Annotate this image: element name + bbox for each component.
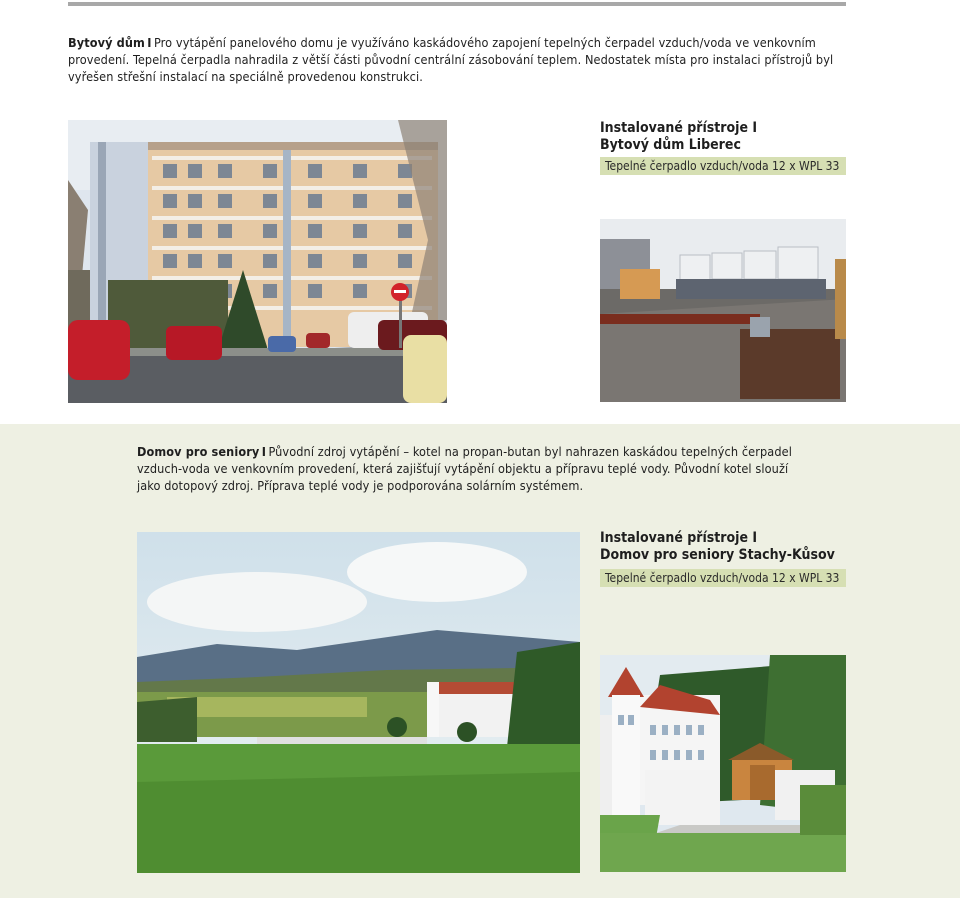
- separator: I: [259, 444, 269, 459]
- caption-device-seniors: Tepelné čerpadlo vzduch/voda 12 x WPL 33: [600, 569, 846, 587]
- intro-paragraph-seniors: [137, 443, 797, 494]
- photo-apartment-building: [68, 120, 447, 403]
- caption-device-apartment: Tepelné čerpadlo vzduch/voda 12 x WPL 33: [600, 157, 846, 175]
- text-seniors: Původní zdroj vytápění – kotel na propan-butan byl nahrazen kaskádou tepelných čerpadel vzduch-voda ve venkovním provedení, která zajišťují vytápění objektu a přípravu teplé vody. Původní kotel slouží jako dotopový zdroj. Příprava teplé vody je podporována solárním systémem.: [137, 444, 792, 493]
- caption-title-line-1: Instalované přístroje I: [600, 120, 758, 136]
- caption-title-line-2: Domov pro seniory Stachy-Kůsov: [600, 547, 835, 563]
- lead-apartment: Bytový dům: [68, 35, 145, 50]
- separator: I: [144, 35, 154, 50]
- lead-seniors: Domov pro seniory: [137, 444, 260, 459]
- caption-title-line-1: Instalované přístroje I: [600, 530, 758, 546]
- photo-seniors-home-building: [600, 655, 846, 872]
- text-apartment: Pro vytápění panelového domu je využíváno kaskádového zapojení tepelných čerpadel vzduch/voda ve venkovním provedení. Tepelná čerpadla nahradila z větší části původní centrální zásobování teplem. Nedostatek místa pro instalaci přístrojů byl vyřešen střešní instalací na speciálně provedenou konstrukci.: [68, 35, 834, 84]
- photo-rooftop-heat-pumps: [600, 219, 846, 402]
- intro-paragraph-apartment: [68, 34, 858, 85]
- caption-title-seniors: [600, 530, 846, 564]
- top-rule: [68, 2, 846, 6]
- photo-landscape-seniors-home: [137, 532, 580, 873]
- caption-title-line-2: Bytový dům Liberec: [600, 137, 741, 153]
- caption-title-apartment: [600, 120, 846, 154]
